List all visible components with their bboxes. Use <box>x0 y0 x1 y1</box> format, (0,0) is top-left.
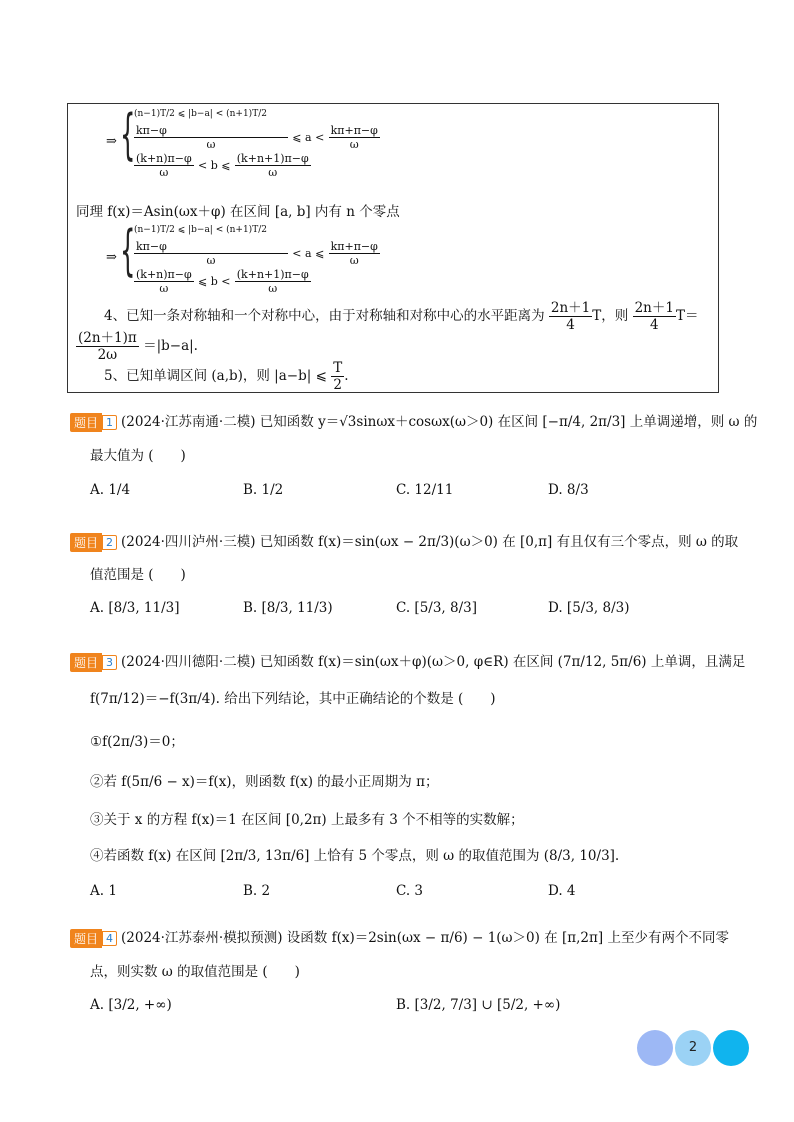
formula-box <box>67 103 719 393</box>
question-1-line1: 题目 1 (2024·江苏南通·二模) 已知函数 y＝√3sinωx＋cosωx(ω＞0) 在区间 [−π/4, 2π/3] 上单调递增，则 ω 的 <box>70 410 757 432</box>
item-4-line2: $\frac{(2n+1)\pi}{2\omega}$ ＝|b−a|. <box>78 330 198 364</box>
system2-row1: (n−1)T/2 ⩽ |b−a| < (n+1)T/2 <box>134 225 267 235</box>
page-number: 2 <box>675 1030 711 1066</box>
question-1-option-d[interactable]: D. 8/3 <box>548 482 589 498</box>
question-tag: 题目 <box>70 653 102 672</box>
question-tag: 题目 <box>70 929 102 948</box>
question-3-option-b[interactable]: B. 2 <box>243 883 271 899</box>
question-2-option-b[interactable]: B. [8/3, 11/3) <box>243 600 333 616</box>
question-3-conclusion-2: ②若 f(5π/6 − x)＝f(x)，则函数 f(x) 的最小正周期为 π； <box>90 774 439 790</box>
question-3-conclusion-1: ①f(2π/3)＝0； <box>90 734 184 750</box>
item-4-line1: 4、已知一条对称轴和一个对称中心，由于对称轴和对称中心的水平距离为 $\frac{2n+1}{4}$ T，则 $\frac{2n+1}{4}$ T＝ <box>104 300 699 334</box>
system2-row3: $\frac{(k+n)\pi-\varphi}{\omega}$ ⩽ b < $\frac{(k+n+1)\pi-\varphi}{\omega}$ <box>136 268 309 296</box>
question-tag: 题目 <box>70 413 102 432</box>
decor-circle-right <box>713 1030 749 1066</box>
question-3-line1: 题目 3 (2024·四川德阳·二模) 已知函数 f(x)＝sin(ωx＋φ)(ω＞0, φ∈R) 在区间 (7π/12, 5π/6) 上单调，且满足 <box>70 650 745 672</box>
question-3-option-a[interactable]: A. 1 <box>90 883 117 899</box>
item-5: 5、已知单调区间 (a,b)，则 |a−b| ⩽ $\frac{T}{2}$ . <box>104 360 349 394</box>
question-number: 1 <box>102 415 117 430</box>
question-4-line2: 点，则实数 ω 的取值范围是 ( ) <box>90 964 300 980</box>
system1-row3: $\frac{(k+n)\pi-\varphi}{\omega}$ < b ⩽ $\frac{(k+n+1)\pi-\varphi}{\omega}$ <box>136 152 309 180</box>
question-2-option-a[interactable]: A. [8/3, 11/3] <box>90 600 180 616</box>
question-1-option-b[interactable]: B. 1/2 <box>243 482 284 498</box>
system1-row2: $\frac{k\pi-\varphi}{\omega}$ ⩽ a < $\frac{k\pi+\pi-\varphi}{\omega}$ <box>136 124 378 152</box>
question-2-line1: 题目 2 (2024·四川泸州·三模) 已知函数 f(x)＝sin(ωx − 2π/3)(ω＞0) 在 [0,π] 有且仅有三个零点，则 ω 的取 <box>70 530 738 552</box>
question-2-line2: 值范围是 ( ) <box>90 567 186 583</box>
question-tag: 题目 <box>70 533 102 552</box>
question-2-option-c[interactable]: C. [5/3, 8/3] <box>396 600 477 616</box>
question-1-option-c[interactable]: C. 12/11 <box>396 482 454 498</box>
question-1-line2: 最大值为 ( ) <box>90 448 186 464</box>
question-2-option-d[interactable]: D. [5/3, 8/3) <box>548 600 630 616</box>
question-4-option-b[interactable]: B. [3/2, 7/3] ∪ [5/2, +∞) <box>396 997 561 1013</box>
question-number: 2 <box>102 535 117 550</box>
text-same-reasoning: 同理 f(x)＝Asin(ωx＋φ) 在区间 [a, b] 内有 n 个零点 <box>76 204 400 220</box>
question-number: 4 <box>102 931 117 946</box>
decor-circle-left <box>637 1030 673 1066</box>
question-4-line1: 题目 4 (2024·江苏泰州·模拟预测) 设函数 f(x)＝2sin(ωx − π/6) − 1(ω＞0) 在 [π,2π] 上至少有两个不同零 <box>70 926 729 948</box>
question-3-option-d[interactable]: D. 4 <box>548 883 576 899</box>
question-3-line2: f(7π/12)＝−f(3π/4). 给出下列结论，其中正确结论的个数是 ( ) <box>90 691 496 707</box>
page-number-badge <box>637 1030 752 1066</box>
question-3-conclusion-3: ③关于 x 的方程 f(x)＝1 在区间 [0,2π) 上最多有 3 个不相等的实数解； <box>90 812 524 828</box>
question-3-conclusion-4: ④若函数 f(x) 在区间 [2π/3, 13π/6] 上恰有 5 个零点，则 ω 的取值范围为 (8/3, 10/3]. <box>90 848 620 864</box>
implies-arrow-1: ⇒ <box>106 134 117 149</box>
system2-row2: $\frac{k\pi-\varphi}{\omega}$ < a ⩽ $\frac{k\pi+\pi-\varphi}{\omega}$ <box>136 240 378 268</box>
question-number: 3 <box>102 655 117 670</box>
implies-arrow-2: ⇒ <box>106 250 117 265</box>
system1-row1: (n−1)T/2 ⩽ |b−a| < (n+1)T/2 <box>134 109 267 119</box>
brace-1: { <box>120 103 136 166</box>
brace-2: { <box>120 219 136 282</box>
question-4-option-a[interactable]: A. [3/2, +∞) <box>90 997 172 1013</box>
question-1-option-a[interactable]: A. 1/4 <box>90 482 131 498</box>
question-3-option-c[interactable]: C. 3 <box>396 883 424 899</box>
